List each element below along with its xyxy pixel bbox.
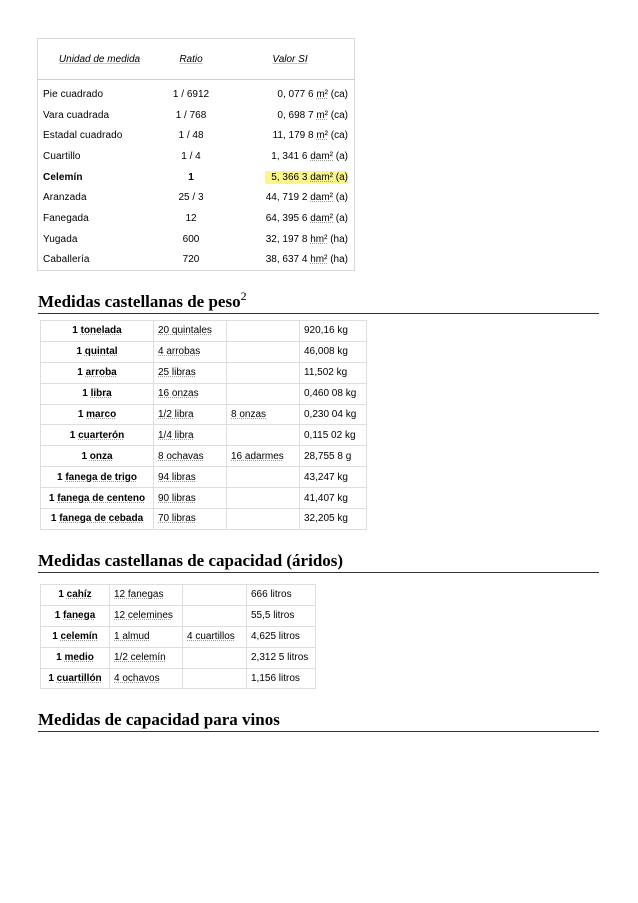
si-unit-abbr: (ca) <box>328 130 348 142</box>
si-number: 0, 077 6 <box>277 88 314 100</box>
si-unit-abbr: (a) <box>333 192 348 204</box>
unit-link[interactable]: cuarterón <box>78 429 125 441</box>
si-unit-abbr: (ca) <box>328 88 348 100</box>
table-row <box>41 404 367 425</box>
metric-value: 0,115 02 kg <box>300 425 367 446</box>
equivalence-a: 1/2 celemín <box>110 647 183 668</box>
equivalence-a: 70 libras <box>154 509 227 530</box>
unit-name: 1 marco <box>41 404 154 425</box>
table-row <box>38 167 355 188</box>
equivalence-b <box>227 425 300 446</box>
unit-link[interactable]: medio <box>64 652 94 664</box>
equivalence-b: 16 adarmes <box>227 446 300 467</box>
si-unit-link[interactable]: hm² <box>310 233 328 245</box>
unit-ratio: 1 / 6912 <box>172 88 210 100</box>
metric-value: 1,156 litros <box>247 668 316 689</box>
equivalence-b <box>183 585 247 606</box>
equivalence-a: 12 celemines <box>110 605 183 626</box>
unit-ratio: 720 <box>182 254 200 266</box>
si-number: 32, 197 8 <box>265 233 308 245</box>
unit-si-value <box>226 105 355 126</box>
equivalence-b: 4 cuartillos <box>183 626 247 647</box>
unit-name: 1 libra <box>41 383 154 404</box>
unit-name: 1 fanega de centeno <box>41 488 154 509</box>
equivalence-b <box>227 383 300 404</box>
metric-value: 920,16 kg <box>300 321 367 342</box>
capacity-units-body <box>41 585 316 689</box>
unit-link[interactable]: fanega <box>63 610 96 622</box>
unit-ratio: 1 / 4 <box>181 150 201 162</box>
unit-si-value <box>226 167 355 188</box>
table-row <box>41 626 316 647</box>
weight-units-body <box>41 321 367 530</box>
unit-name: 1 arroba <box>41 362 154 383</box>
section-heading-capacidad: Medidas castellanas de capacidad (áridos) <box>38 551 599 573</box>
unit-name: 1 cahíz <box>41 585 110 606</box>
si-unit-abbr: (a) <box>333 212 348 224</box>
header-unit: Unidad de medida <box>38 39 157 80</box>
unit-name: Aranzada <box>43 192 87 204</box>
unit-link[interactable]: cahíz <box>66 589 92 601</box>
table-row <box>41 383 367 404</box>
unit-link[interactable]: cuartillón <box>56 673 102 684</box>
equivalence-a: 25 libras <box>154 362 227 383</box>
unit-ratio: 1 / 48 <box>178 130 204 142</box>
table-row <box>38 80 355 105</box>
unit-name: Celemín <box>43 171 83 183</box>
equivalence-b <box>183 647 247 668</box>
equivalence-a: 12 fanegas <box>110 585 183 606</box>
si-unit-link[interactable]: hm² <box>310 254 328 266</box>
si-unit-abbr: (ha) <box>327 233 348 245</box>
table-row <box>38 229 355 250</box>
metric-value: 46,008 kg <box>300 341 367 362</box>
si-unit-link[interactable]: m² <box>316 130 328 142</box>
table-row <box>41 668 316 689</box>
unit-si-value <box>226 229 355 250</box>
equivalence-b <box>227 341 300 362</box>
equivalence-a: 8 ochavas <box>154 446 227 467</box>
equivalence-b <box>227 488 300 509</box>
weight-units-table <box>40 320 367 530</box>
unit-name: Cuartillo <box>43 150 81 162</box>
table-row <box>41 605 316 626</box>
table-row <box>41 362 367 383</box>
metric-value: 43,247 kg <box>300 467 367 488</box>
header-ratio: Ratio <box>156 39 226 80</box>
equivalence-a: 20 quintales <box>154 321 227 342</box>
surface-units-table <box>37 38 355 271</box>
unit-link[interactable]: tonelada <box>80 325 122 337</box>
unit-si-value <box>226 250 355 271</box>
unit-ratio: 600 <box>182 233 200 245</box>
unit-name: 1 onza <box>41 446 154 467</box>
unit-link[interactable]: arroba <box>85 367 117 379</box>
unit-name: Caballería <box>43 254 90 266</box>
table-row <box>41 341 367 362</box>
si-number: 64, 395 6 <box>265 212 308 224</box>
si-unit-link[interactable]: m² <box>316 88 328 100</box>
unit-name: 1 cuarterón <box>41 425 154 446</box>
unit-name: Vara cuadrada <box>43 109 110 121</box>
unit-si-value <box>226 187 355 208</box>
table-header-row <box>38 39 355 80</box>
equivalence-a: 16 onzas <box>154 383 227 404</box>
metric-value: 28,755 8 g <box>300 446 367 467</box>
equivalence-b <box>227 509 300 530</box>
table-row <box>41 488 367 509</box>
surface-units-body <box>38 80 355 271</box>
unit-name: 1 fanega de cebada <box>41 509 154 530</box>
table-row <box>38 105 355 126</box>
table-row <box>38 146 355 167</box>
si-number: 11, 179 8 <box>272 130 314 142</box>
unit-name: 1 celemín <box>41 626 110 647</box>
unit-name: Yugada <box>43 233 78 245</box>
equivalence-b <box>227 321 300 342</box>
unit-link[interactable]: fanega de trigo <box>65 471 138 483</box>
si-unit-link[interactable]: dam² <box>310 150 333 162</box>
si-unit-link[interactable]: m² <box>316 109 328 121</box>
si-unit-abbr: (a) <box>333 150 348 162</box>
equivalence-b <box>227 362 300 383</box>
table-row <box>38 250 355 271</box>
unit-link[interactable]: celemín <box>60 631 98 643</box>
si-unit-abbr: (a) <box>333 171 348 183</box>
equivalence-b <box>227 467 300 488</box>
metric-value: 41,407 kg <box>300 488 367 509</box>
metric-value: 4,625 litros <box>247 626 316 647</box>
table-row <box>41 425 367 446</box>
metric-value: 2,312 5 litros <box>247 647 316 668</box>
unit-si-value <box>226 208 355 229</box>
table-row <box>41 446 367 467</box>
unit-name: Estadal cuadrado <box>43 130 123 142</box>
equivalence-a: 1/4 libra <box>154 425 227 446</box>
unit-ratio: 1 <box>188 171 194 183</box>
table-row <box>41 509 367 530</box>
unit-name: 1 quintal <box>41 341 154 362</box>
si-number: 5, 366 3 <box>271 171 308 183</box>
table-row <box>38 125 355 146</box>
table-row <box>41 467 367 488</box>
equivalence-a: 1/2 libra <box>154 404 227 425</box>
unit-name: 1 tonelada <box>41 321 154 342</box>
section-heading-vinos: Medidas de capacidad para vinos <box>38 710 599 732</box>
metric-value: 32,205 kg <box>300 509 367 530</box>
table-row <box>41 647 316 668</box>
equivalence-b <box>183 668 247 689</box>
si-unit-link[interactable]: dam² <box>310 212 333 224</box>
metric-value: 11,502 kg <box>300 362 367 383</box>
unit-link[interactable]: onza <box>89 450 113 462</box>
equivalence-a: 90 libras <box>154 488 227 509</box>
unit-link[interactable]: fanega de cebada <box>59 513 144 525</box>
equivalence-a: 4 arrobas <box>154 341 227 362</box>
unit-name: 1 medio <box>41 647 110 668</box>
unit-si-value <box>226 80 355 105</box>
unit-link[interactable]: marco <box>86 409 117 420</box>
unit-name: 1 fanega de trigo <box>41 467 154 488</box>
unit-name: 1 fanega <box>41 605 110 626</box>
si-number: 38, 637 4 <box>265 254 308 266</box>
unit-link[interactable]: quintal <box>84 346 118 358</box>
section-heading-peso: Medidas castellanas de peso$^2$ <box>38 286 599 314</box>
metric-value: 666 litros <box>247 585 316 606</box>
si-unit-link[interactable]: dam² <box>310 192 333 204</box>
unit-name: Fanegada <box>43 212 89 224</box>
table-row <box>41 585 316 606</box>
si-unit-abbr: (ha) <box>327 254 348 266</box>
equivalence-b <box>183 605 247 626</box>
capacity-units-table <box>40 584 316 689</box>
unit-name: Pie cuadrado <box>43 88 104 100</box>
equivalence-a: 94 libras <box>154 467 227 488</box>
unit-name: 1 cuartillón <box>41 668 110 689</box>
table-row <box>41 321 367 342</box>
unit-link[interactable]: libra <box>90 388 112 400</box>
unit-si-value <box>226 125 355 146</box>
si-number: 1, 341 6 <box>271 150 308 162</box>
unit-si-value <box>226 146 355 167</box>
metric-value: 55,5 litros <box>247 605 316 626</box>
table-row <box>38 208 355 229</box>
si-unit-abbr: (ca) <box>328 109 348 121</box>
table-row <box>38 187 355 208</box>
unit-ratio: 25 / 3 <box>178 192 204 204</box>
unit-ratio: 12 <box>185 212 197 224</box>
equivalence-a: 1 almud <box>110 626 183 647</box>
unit-link[interactable]: fanega de centeno <box>57 492 146 504</box>
si-unit-link[interactable]: dam² <box>310 171 333 183</box>
si-number: 44, 719 2 <box>265 192 308 204</box>
si-number: 0, 698 7 <box>277 109 314 121</box>
unit-ratio: 1 / 768 <box>175 109 207 121</box>
metric-value: 0,460 08 kg <box>300 383 367 404</box>
metric-value: 0,230 04 kg <box>300 404 367 425</box>
equivalence-a: 4 ochavos <box>110 668 183 689</box>
header-si-value: Valor SI <box>226 39 355 80</box>
equivalence-b: 8 onzas <box>227 404 300 425</box>
